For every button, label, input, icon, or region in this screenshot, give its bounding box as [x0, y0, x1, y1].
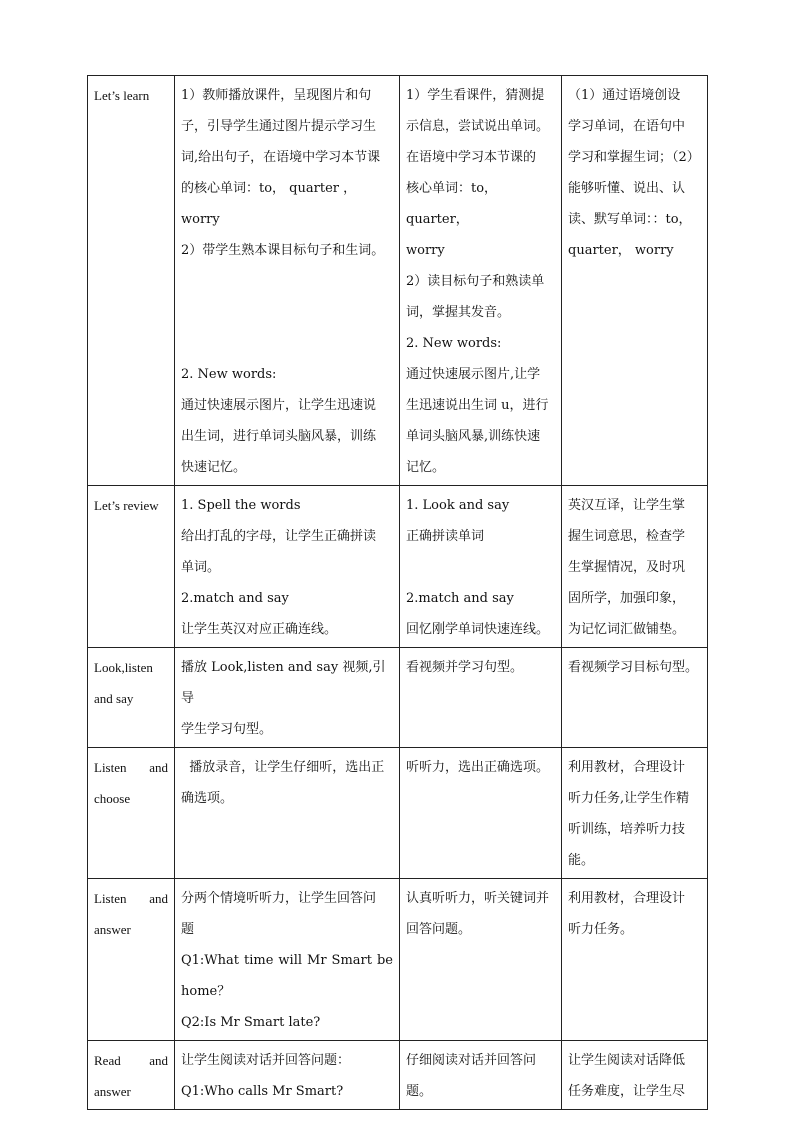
text-line: 正确拼读单词 [406, 529, 485, 544]
design-purpose-cell [562, 486, 708, 648]
step-label: Let’s review [94, 498, 159, 513]
text-line: Q1:Who calls Mr Smart? [181, 1084, 344, 1099]
step-cell [88, 879, 175, 1041]
step-label: Let’s learn [94, 88, 150, 103]
step-cell [88, 76, 175, 486]
text-line: 生迅速说出生词 u，进行 [406, 398, 549, 413]
design-purpose-cell [562, 648, 708, 748]
text-line: （1）通过语境创设 [568, 88, 681, 103]
text-line: 认真听听力，听关键词并 [406, 891, 550, 906]
text-line: 听训练，培养听力技 [568, 822, 686, 837]
student-activity-cell [400, 1041, 562, 1110]
text-line: 学习单词，在语句中 [568, 119, 686, 134]
text-line: 记忆。 [406, 460, 446, 475]
step-cell [88, 1041, 175, 1110]
text-line: 读、默写单词：：to， [568, 212, 692, 227]
text-line: 看视频学习目标句型。 [568, 660, 699, 675]
text-line: 题。 [406, 1084, 433, 1099]
teacher-activity-cell [175, 879, 400, 1041]
teacher-activity-cell [175, 748, 400, 879]
text-line: 1）教师播放课件，呈现图片和句 [181, 88, 372, 103]
text-line: 听听力，选出正确选项。 [406, 760, 550, 775]
text-line: 回忆刚学单词快速连线。 [406, 622, 550, 637]
text-line: 词，掌握其发音。 [406, 305, 511, 320]
text-line: 2）读目标句子和熟读单 [406, 274, 545, 289]
text-line: 仔细阅读对话并回答问 [406, 1053, 537, 1068]
text-line: Q1:What time will Mr Smart be [181, 953, 393, 968]
text-line: 握生词意思，检查学 [568, 529, 686, 544]
text-line: 播放 Look,listen and say 视频,引导 [181, 660, 386, 706]
text-line: 让学生阅读对话降低 [568, 1053, 686, 1068]
text-line: Q2:Is Mr Smart late? [181, 1015, 321, 1030]
text-line: 给出打乱的字母，让学生正确拼读 [181, 529, 377, 544]
teacher-activity-cell [175, 1041, 400, 1110]
teacher-activity-cell [175, 486, 400, 648]
text-line: 固所学，加强印象， [568, 591, 686, 606]
table-row [88, 486, 708, 648]
text-line: 1. Look and say [406, 498, 510, 513]
text-line: 通过快速展示图片,让学 [406, 367, 541, 382]
design-purpose-cell [562, 748, 708, 879]
step-cell [88, 748, 175, 879]
text-line: 子，引导学生通过图片提示学习生 [181, 119, 377, 134]
text-line: 2. New words: [406, 336, 502, 351]
text-line: 看视频并学习句型。 [406, 660, 524, 675]
text-line: 示信息，尝试说出单词。 [406, 119, 550, 134]
text-line: worry [406, 243, 445, 258]
step-label: Listen and answer [94, 891, 168, 937]
text-line: 1. Spell the words [181, 498, 301, 513]
design-purpose-cell [562, 1041, 708, 1110]
text-line: 题 [181, 922, 195, 937]
text-line: 2）带学生熟本课目标句子和生词。 [181, 243, 385, 258]
text-line: 单词。 [181, 560, 221, 575]
text-line: 任务难度，让学生尽 [568, 1084, 686, 1099]
table-row [88, 76, 708, 486]
table-row [88, 748, 708, 879]
text-line: 回答问题。 [406, 922, 472, 937]
text-line: 2.match and say [406, 591, 514, 606]
student-activity-cell [400, 76, 562, 486]
text-line: 核心单词：to， quarter， [406, 181, 498, 227]
text-line: 学生学习句型。 [181, 722, 273, 737]
text-line: 1）学生看课件，猜测提 [406, 88, 545, 103]
step-label: Read and answer [94, 1053, 168, 1099]
design-purpose-cell [562, 76, 708, 486]
text-line: 分两个情境听听力，让学生回答问 [181, 891, 377, 906]
text-line: 出生词，进行单词头脑风暴，训练 [181, 429, 377, 444]
text-line: 听力任务。 [568, 922, 634, 937]
text-line: 利用教材，合理设计 [568, 891, 686, 906]
text-line: 播放录音，让学生仔细听，选出正 [181, 760, 385, 775]
student-activity-cell [400, 879, 562, 1041]
design-purpose-cell [562, 879, 708, 1041]
text-line: 通过快速展示图片，让学生迅速说 [181, 398, 377, 413]
text-line: 让学生英汉对应正确连线。 [181, 622, 338, 637]
teacher-activity-cell [175, 648, 400, 748]
text-line: 2.match and say [181, 591, 289, 606]
text-line: 能。 [568, 853, 595, 868]
text-line: 2. New words: [181, 367, 277, 382]
text-line: 学习和掌握生词；（2） [568, 150, 700, 165]
step-label: Listen and choose [94, 760, 168, 806]
teacher-activity-cell [175, 76, 400, 486]
step-cell [88, 486, 175, 648]
text-line: 能够听懂、说出、认 [568, 181, 686, 196]
text-line: 为记忆词汇做铺垫。 [568, 622, 686, 637]
text-line: 单词头脑风暴,训练快速 [406, 429, 541, 444]
table-row [88, 648, 708, 748]
text-line: 利用教材，合理设计 [568, 760, 686, 775]
text-line: 词,给出句子，在语境中学习本节课 [181, 150, 381, 165]
table-row [88, 1041, 708, 1110]
text-line: 在语境中学习本节课的 [406, 150, 537, 165]
text-line: 快速记忆。 [181, 460, 247, 475]
text-line: 听力任务,让学生作精 [568, 791, 690, 806]
text-line: 英汉互译，让学生掌 [568, 498, 686, 513]
text-line: 让学生阅读对话并回答问题： [181, 1053, 351, 1068]
text-line: quarter， worry [568, 243, 674, 258]
lesson-plan-table [87, 75, 708, 1110]
student-activity-cell [400, 486, 562, 648]
step-cell [88, 648, 175, 748]
text-line: 生掌握情况，及时巩 [568, 560, 686, 575]
table-row [88, 879, 708, 1041]
text-line: 的核心单词：to， quarter ，worry [181, 181, 357, 227]
text-line: 确选项。 [181, 791, 234, 806]
text-line: home？ [181, 984, 231, 999]
step-label: Look,listen and say [94, 660, 153, 706]
student-activity-cell [400, 648, 562, 748]
student-activity-cell [400, 748, 562, 879]
